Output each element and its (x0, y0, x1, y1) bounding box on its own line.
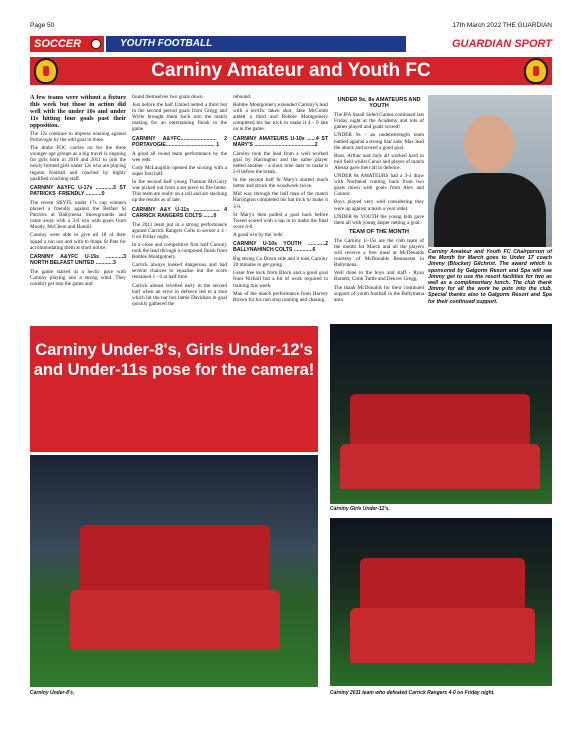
girls-u12-photo (330, 324, 552, 504)
article-column-4: UNDER 9s, 8s AMATEURS AND YOUTH The IFA Small Sided Games continued last Friday night at the Academy and lots of games played and goals scored! UNDER 9s - an underestrength team battled against a strong Star side. Max lead the attack and scored a good goal. Ross, Arthur and Jack all worked hard in mid field whilst Conor and player of match Alesha gave their all in defence. UNDER 8s AMATEURS had a 3-3 draw with Northend coming back from two goals down with goals from Alex and Connor. Boys played very well considering they were up against a team a year older. UNDER 8s YOUTH the young kids gave them all with young Jasper netting a goal. TEAM OF THE MONTH The Carniny U-15s are the club team of the month for March and all the players will receive a free meal at McDonalds courtesy of McDonalds Restaurant in Ballymena. Well done to the boys and staff - Ryan Barnett, Colin Tuttle and Denver Gregg. The thank McDonalds for their continued support of youth football in the Ballymena area. (334, 97, 424, 303)
headline-banner (30, 57, 552, 85)
subheading: UNDER 9s, 8s AMATEURS AND YOUTH (337, 97, 421, 110)
photo-caption: Carniny Under-8's. (30, 690, 75, 696)
match-result: CARNINY U-10s YOUTH ............2 BALLYNAHINCH COLTS .............6 (233, 240, 328, 254)
club-crest-icon (524, 58, 548, 84)
article-column-3: rebound. Robbie Montgomery extended Carniny's lead with a terrific taken shot, Jake McComb added a third and Robbie Montgomery completed his hat trick to make it 4 - 0 late on in the game. CARNINY AMATEURS U-10s ......4 ST MARY'S ..........................................2 Carniny took the lead from a well worked goal by Harrington and the same player netted another - a short time later to make it 2-0 before the break. In the second half St Mary's started much better and struck the woodwork twice. Mid way through the half man of the match Harrington completed his hat trick to make it 3-0. St Mary's then pulled a goal back before Tweed scored with a tap in to make the final score 4-0. A good win by the 'reds'. CARNINY U-10s YOUTH ............2 BALLYNAHINCH COLTS .............6 Big strong Co Down side and it took Carniny 20 minutes to get going. Great free kick from Block and a good goal from Nicholl but a bit of work required in training this week. Man of the match performance from Harvey Brown for his non stop running and chasing. (233, 94, 328, 303)
match-result: CARNINY A&YFC U-17s ............3 ST PATRICKS -FRIENDLY ...........0 (30, 184, 126, 197)
article-column-1: A few teams were without a fixture this week but those in action did well with the under 10s and under 11s hitting four goals past their opposition. The 12s continue to impress winning against Portavogie by the odd goal in three. The drabs FOC carries on for the three younger age groups as a big travel is ongoing for girls born in 2010 and 2011 to join the newly formed girls under 12s who are playing regular football and coached by highly qualified coaching staff. CARNINY A&YFC U-17s ............3 ST PATRICKS -FRIENDLY ...........0 The recent SBYFL under 17s cup winners played a friendly against the Belfast St Patricks at Ballymena Showgrounds and came away with a 3-0 win with goals from Moody, McCleon and Hamill. Carniny were able to give all 18 of their squad a run out and with to thank St Pats for accommodating them at short notice. CARNINY A&YFC U-15s ............3 NORTH BELFAST UNITED ............3 The game started at a hectic pace with Carniny playing into a strong wind. They couldn't get into the game and (30, 94, 126, 288)
section-soccer: SOCCER (30, 36, 104, 52)
guardian-sport-logo: GUARDIAN SPORT (451, 38, 552, 50)
section-bar (30, 36, 552, 52)
match-result: CARNINY A&YFC U-15s ............3 NORTH BELFAST UNITED ............3 (30, 253, 126, 266)
match-result: CARNINY AMATEURS U-10s ......4 ST MARY'S ..........................................2 (233, 135, 328, 148)
page-header (30, 22, 552, 32)
coach-portrait-photo (428, 95, 552, 247)
football-icon (91, 39, 101, 49)
photo-caption: Carniny Girls Under-12's. (330, 506, 390, 512)
photo-caption: Carniny 2011 team who defeated Carrick Rangers 4-0 on Friday night. (330, 690, 495, 696)
u8-photo (30, 455, 318, 687)
section-youth-football: YOUTH FOOTBALL (106, 36, 406, 52)
page-date: 17th March 2022 THE GUARDIAN (452, 22, 552, 29)
match-result: CARNINY A&Y U-11s .................. 4 CARRICK RANGERS COLTS .......0 (132, 206, 227, 219)
page-number: Page 50 (30, 22, 55, 29)
club-crest-icon (34, 58, 58, 84)
subheading: TEAM OF THE MONTH (349, 228, 409, 235)
headline: Carniny Amateur and Youth FC (151, 60, 431, 81)
portrait-caption: Carniny Amateur and Youth FC Chairperson of the Month for March goes to Under 17 coach Jimmy (Blocker) Gilchrist. The award which is sponsored by Galgorm Resort and Spa will see Jimmy get to use the resort facilities for two as well as a complimentary lunch. The club thank Jimmy for all the work he puts into the club. Special thanks also to Galgorm Resort and Spa for their continued support. (428, 249, 552, 305)
photo-headline: Carniny Under-8's, Girls Under-12's and Under-11s pose for the camera! (30, 326, 318, 452)
u11-photo (330, 518, 552, 686)
article-column-2: found themselves two goals down. Just before the half United netted a third but in the second period goals from Gregg and Wylie brought them back into the match making for an entertaining finish to the game. CARNINY A&YFC......................... 2 PORTAVOGIE.................................. 1 A good all round team performance by the wee reds. Cody McLaughlin opened the scoring with a super first half. In the second half young Thomas McGarry was picked out from a set piece to fire home. This team are really on a roll and are stacking up the results as of late. CARNINY A&Y U-11s .................. 4 CARRICK RANGERS COLTS .......0 The 2011 team put in a strong performance against Carrick Rangers Colts to secure a 4 - 0 on Friday night. In a close and competitive first half Carniny took the lead through a composed finish from Robbie Montgomery. Carrick always looked dangerous and had several chances to equalise but the score remained 1 - 0 at half time. Carrick almost levelled early in the second half when an error in defence led to a shot which hit the bar but Jamie Davidson in goal quickly gathered the (132, 94, 227, 307)
match-result: CARNINY A&YFC......................... 2 PORTAVOGIE.................................. 1 (132, 135, 227, 148)
